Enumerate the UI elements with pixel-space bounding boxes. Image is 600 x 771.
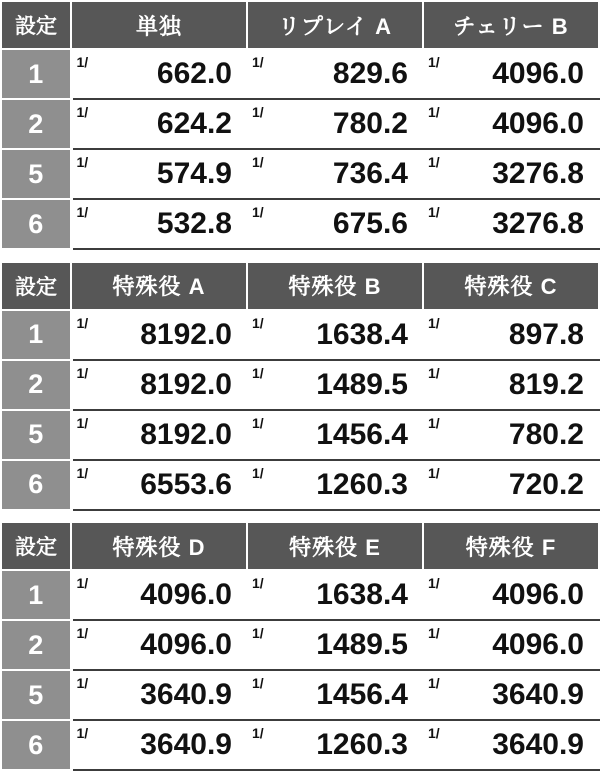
fraction-prefix: 1/ bbox=[76, 154, 89, 170]
column-header-2: リプレイ A bbox=[247, 1, 423, 49]
value-number: 662.0 bbox=[156, 57, 232, 90]
table-row bbox=[1, 620, 599, 670]
value-cell bbox=[71, 199, 247, 249]
fraction-prefix: 1/ bbox=[76, 414, 89, 431]
fraction-prefix: 1/ bbox=[76, 104, 89, 120]
value-cell bbox=[71, 570, 247, 620]
column-header-1: 単独 bbox=[71, 1, 247, 49]
value-number: 1638.4 bbox=[316, 578, 408, 611]
fraction-prefix: 1/ bbox=[252, 575, 264, 591]
table-row bbox=[1, 570, 599, 620]
value-number: 8192.0 bbox=[140, 417, 232, 451]
table-row bbox=[1, 99, 599, 149]
column-header-3: 特殊役 F bbox=[423, 522, 599, 570]
value-number: 6553.6 bbox=[140, 467, 232, 501]
value-number: 1260.3 bbox=[316, 728, 408, 761]
fraction-prefix: 1/ bbox=[76, 314, 89, 331]
table-1-body bbox=[1, 49, 599, 249]
table-gap-2 bbox=[0, 511, 600, 522]
table-row bbox=[1, 360, 599, 410]
column-header-3: チェリー B bbox=[423, 1, 599, 49]
value-cell bbox=[423, 670, 599, 720]
setting-label: 6 bbox=[1, 460, 71, 510]
setting-label: 1 bbox=[1, 49, 71, 99]
fraction-prefix: 1/ bbox=[428, 625, 440, 641]
value-cell bbox=[423, 149, 599, 199]
value-cell bbox=[423, 199, 599, 249]
value-cell bbox=[423, 620, 599, 670]
table-row bbox=[1, 410, 599, 460]
value-cell bbox=[247, 310, 423, 360]
fraction-prefix: 1/ bbox=[428, 364, 440, 381]
value-cell bbox=[71, 620, 247, 670]
column-header-2: 特殊役 E bbox=[247, 522, 423, 570]
value-cell bbox=[247, 149, 423, 199]
value-number: 8192.0 bbox=[140, 367, 232, 401]
setting-label: 2 bbox=[1, 360, 71, 410]
fraction-prefix: 1/ bbox=[76, 364, 89, 381]
value-cell bbox=[423, 99, 599, 149]
setting-label: 6 bbox=[1, 199, 71, 249]
fraction-prefix: 1/ bbox=[252, 54, 264, 70]
value-number: 3640.9 bbox=[492, 728, 584, 761]
value-cell bbox=[423, 460, 599, 510]
value-cell bbox=[71, 670, 247, 720]
value-cell bbox=[423, 49, 599, 99]
column-header-setting: 設定 bbox=[1, 1, 71, 49]
value-number: 4096.0 bbox=[140, 578, 232, 611]
value-number: 4096.0 bbox=[492, 628, 584, 661]
setting-label: 1 bbox=[1, 310, 71, 360]
value-cell bbox=[71, 149, 247, 199]
value-number: 4096.0 bbox=[492, 107, 584, 140]
fraction-prefix: 1/ bbox=[428, 314, 440, 331]
table-row bbox=[1, 1, 599, 49]
fraction-prefix: 1/ bbox=[252, 104, 264, 120]
fraction-prefix: 1/ bbox=[252, 625, 264, 641]
value-cell bbox=[423, 410, 599, 460]
setting-label: 6 bbox=[1, 720, 71, 770]
value-cell bbox=[247, 570, 423, 620]
value-cell bbox=[247, 99, 423, 149]
table-1-header bbox=[1, 1, 599, 49]
value-number: 3640.9 bbox=[140, 678, 232, 711]
value-number: 1456.4 bbox=[316, 678, 408, 711]
fraction-prefix: 1/ bbox=[252, 364, 264, 381]
value-cell bbox=[423, 310, 599, 360]
setting-label: 2 bbox=[1, 99, 71, 149]
column-header-1: 特殊役 A bbox=[71, 262, 247, 310]
probability-table-1 bbox=[0, 0, 600, 250]
value-cell bbox=[247, 410, 423, 460]
value-number: 3276.8 bbox=[492, 157, 584, 190]
column-header-3: 特殊役 C bbox=[423, 262, 599, 310]
value-number: 675.6 bbox=[332, 207, 408, 240]
fraction-prefix: 1/ bbox=[428, 204, 440, 220]
value-cell bbox=[247, 620, 423, 670]
value-number: 4096.0 bbox=[140, 628, 232, 661]
table-row bbox=[1, 670, 599, 720]
probability-table-2 bbox=[0, 261, 600, 511]
value-cell bbox=[423, 360, 599, 410]
column-header-1: 特殊役 D bbox=[71, 522, 247, 570]
value-cell bbox=[247, 460, 423, 510]
fraction-prefix: 1/ bbox=[76, 54, 89, 70]
value-number: 532.8 bbox=[156, 207, 232, 240]
table-row bbox=[1, 720, 599, 770]
table-3-header bbox=[1, 522, 599, 570]
column-header-setting: 設定 bbox=[1, 262, 71, 310]
value-number: 780.2 bbox=[508, 417, 584, 451]
table-row bbox=[1, 262, 599, 310]
fraction-prefix: 1/ bbox=[428, 54, 440, 70]
table-2-body bbox=[1, 310, 599, 510]
value-cell bbox=[423, 720, 599, 770]
fraction-prefix: 1/ bbox=[428, 575, 440, 591]
value-number: 1456.4 bbox=[316, 417, 408, 451]
value-cell bbox=[71, 410, 247, 460]
fraction-prefix: 1/ bbox=[428, 104, 440, 120]
table-row bbox=[1, 310, 599, 360]
setting-label: 5 bbox=[1, 149, 71, 199]
table-row bbox=[1, 49, 599, 99]
value-number: 8192.0 bbox=[140, 317, 232, 351]
table-row bbox=[1, 460, 599, 510]
value-number: 3276.8 bbox=[492, 207, 584, 240]
value-number: 1489.5 bbox=[316, 628, 408, 661]
value-cell bbox=[71, 460, 247, 510]
column-header-2: 特殊役 B bbox=[247, 262, 423, 310]
value-cell bbox=[71, 310, 247, 360]
value-cell bbox=[247, 199, 423, 249]
probability-table-3 bbox=[0, 521, 600, 771]
fraction-prefix: 1/ bbox=[428, 464, 440, 481]
value-number: 780.2 bbox=[332, 107, 408, 140]
fraction-prefix: 1/ bbox=[76, 575, 89, 591]
column-header-setting: 設定 bbox=[1, 522, 71, 570]
fraction-prefix: 1/ bbox=[252, 675, 264, 691]
fraction-prefix: 1/ bbox=[428, 414, 440, 431]
value-number: 574.9 bbox=[156, 157, 232, 190]
fraction-prefix: 1/ bbox=[252, 204, 264, 220]
fraction-prefix: 1/ bbox=[252, 154, 264, 170]
value-number: 3640.9 bbox=[140, 728, 232, 761]
value-number: 720.2 bbox=[508, 467, 584, 501]
fraction-prefix: 1/ bbox=[428, 725, 440, 741]
table-2-header bbox=[1, 262, 599, 310]
value-number: 624.2 bbox=[156, 107, 232, 140]
value-number: 1638.4 bbox=[316, 317, 408, 351]
fraction-prefix: 1/ bbox=[76, 675, 89, 691]
value-number: 4096.0 bbox=[492, 57, 584, 90]
value-number: 3640.9 bbox=[492, 678, 584, 711]
fraction-prefix: 1/ bbox=[76, 464, 89, 481]
table-row bbox=[1, 199, 599, 249]
value-cell bbox=[247, 670, 423, 720]
value-number: 1489.5 bbox=[316, 367, 408, 401]
fraction-prefix: 1/ bbox=[252, 414, 264, 431]
table-row bbox=[1, 522, 599, 570]
setting-label: 1 bbox=[1, 570, 71, 620]
value-number: 897.8 bbox=[508, 317, 584, 351]
fraction-prefix: 1/ bbox=[252, 464, 264, 481]
fraction-prefix: 1/ bbox=[76, 725, 89, 741]
value-cell bbox=[71, 360, 247, 410]
value-cell bbox=[247, 360, 423, 410]
value-number: 4096.0 bbox=[492, 578, 584, 611]
fraction-prefix: 1/ bbox=[76, 204, 89, 220]
value-number: 736.4 bbox=[332, 157, 408, 190]
value-cell bbox=[247, 720, 423, 770]
value-number: 1260.3 bbox=[316, 467, 408, 501]
fraction-prefix: 1/ bbox=[252, 314, 264, 331]
table-3-body bbox=[1, 570, 599, 770]
value-cell bbox=[247, 49, 423, 99]
fraction-prefix: 1/ bbox=[252, 725, 264, 741]
value-cell bbox=[71, 49, 247, 99]
setting-label: 5 bbox=[1, 670, 71, 720]
value-number: 829.6 bbox=[332, 57, 408, 90]
setting-label: 2 bbox=[1, 620, 71, 670]
value-cell bbox=[71, 99, 247, 149]
fraction-prefix: 1/ bbox=[428, 154, 440, 170]
value-number: 819.2 bbox=[508, 367, 584, 401]
value-cell bbox=[71, 720, 247, 770]
value-cell bbox=[423, 570, 599, 620]
fraction-prefix: 1/ bbox=[76, 625, 89, 641]
fraction-prefix: 1/ bbox=[428, 675, 440, 691]
setting-label: 5 bbox=[1, 410, 71, 460]
table-gap-1 bbox=[0, 250, 600, 261]
table-row bbox=[1, 149, 599, 199]
